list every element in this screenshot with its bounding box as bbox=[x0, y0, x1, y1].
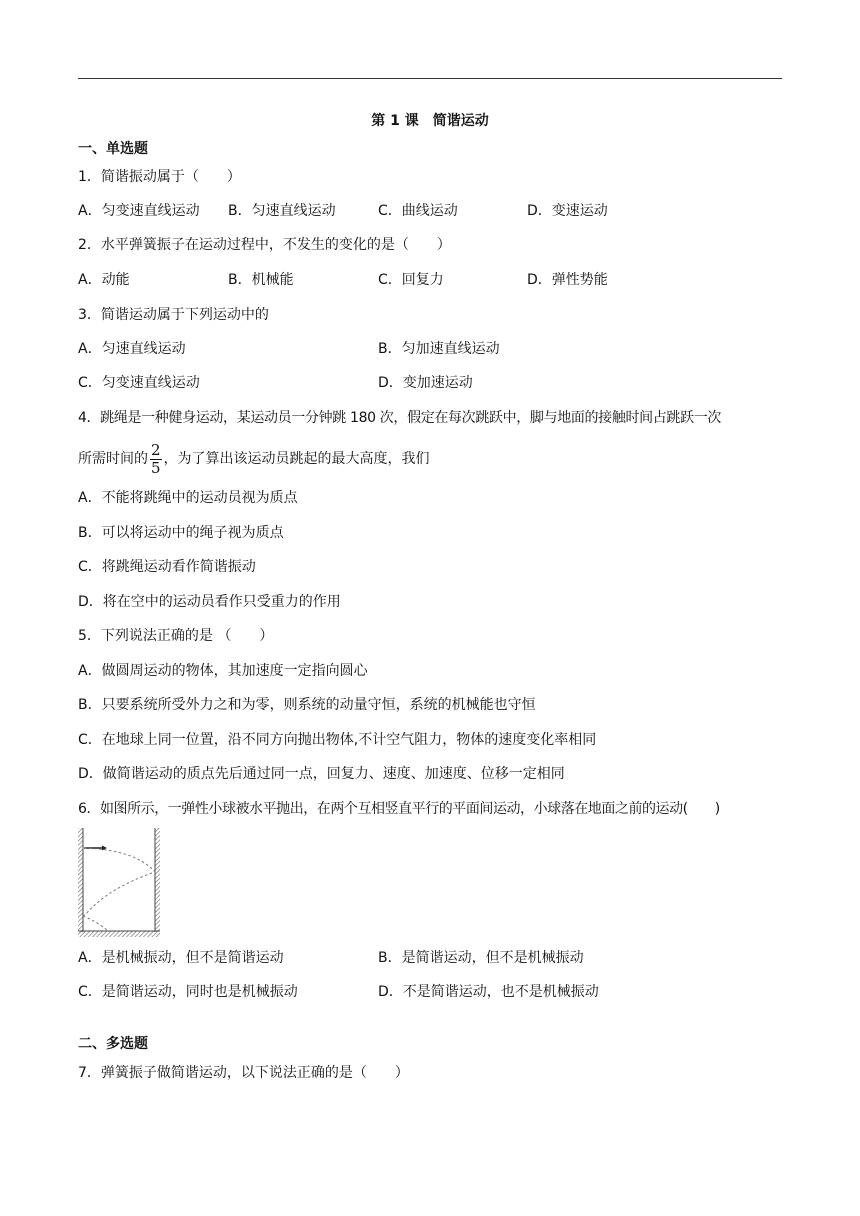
question-2-option-c: C．回复力 bbox=[378, 272, 444, 288]
question-6-option-c: C．是简谐运动，同时也是机械振动 bbox=[78, 984, 298, 1000]
question-2-option-d: D．弹性势能 bbox=[527, 272, 608, 288]
two-walls-bouncing-ball-figure bbox=[78, 828, 164, 944]
question-3-option-c: C．匀变速直线运动 bbox=[78, 375, 200, 391]
question-4-option-c: C．将跳绳运动看作简谐振动 bbox=[78, 559, 256, 575]
question-5-option-b: B．只要系统所受外力之和为零，则系统的动量守恒，系统的机械能也守恒 bbox=[78, 697, 536, 713]
question-2-option-a: A．动能 bbox=[78, 272, 130, 288]
question-3-option-a: A．匀速直线运动 bbox=[78, 341, 186, 357]
question-4-option-d: D．将在空中的运动员看作只受重力的作用 bbox=[78, 594, 341, 610]
page-title: 第 1 课 简谐运动 bbox=[371, 113, 489, 129]
question-4-stem-prefix: 所需时间的 bbox=[78, 451, 148, 467]
section-heading-single-choice: 一、单选题 bbox=[78, 141, 148, 157]
header-rule bbox=[78, 78, 782, 79]
question-4-stem-suffix: ，为了算出该运动员跳起的最大高度，我们 bbox=[163, 451, 430, 467]
trajectory-path bbox=[83, 848, 155, 916]
left-wall-hatch bbox=[78, 828, 83, 932]
question-5-option-c: C．在地球上同一位置，沿不同方向抛出物体,不计空气阻力，物体的速度变化率相同 bbox=[78, 732, 597, 748]
question-6-option-b: B．是简谐运动，但不是机械振动 bbox=[378, 950, 584, 966]
ground-hatch bbox=[78, 931, 160, 937]
question-1-option-c: C．曲线运动 bbox=[378, 203, 458, 219]
fraction-numerator: 2 bbox=[151, 440, 161, 459]
trajectory-path-end bbox=[83, 916, 108, 931]
question-2-stem: 2．水平弹簧振子在运动过程中，不发生的变化的是（ ） bbox=[78, 237, 451, 253]
question-4-stem-line-1: 4．跳绳是一种健身运动，某运动员一分钟跳 180 次，假定在每次跳跃中，脚与地面的接触时间占跳跃一次 bbox=[78, 410, 722, 426]
question-1-option-a: A．匀变速直线运动 bbox=[78, 203, 200, 219]
question-4-option-b: B．可以将运动中的绳子视为质点 bbox=[78, 525, 284, 541]
question-1-stem: 1．简谐振动属于（ ） bbox=[78, 169, 241, 185]
question-1-option-b: B．匀速直线运动 bbox=[228, 203, 336, 219]
question-6-option-a: A．是机械振动，但不是简谐运动 bbox=[78, 950, 284, 966]
question-5-option-d: D．做简谐运动的质点先后通过同一点，回复力、速度、加速度、位移一定相同 bbox=[78, 766, 565, 782]
right-wall-hatch bbox=[155, 828, 160, 932]
question-4-stem-line-2 bbox=[78, 440, 430, 478]
question-7-stem: 7．弹簧振子做简谐运动，以下说法正确的是（ ） bbox=[78, 1065, 409, 1081]
question-5-option-a: A．做圆周运动的物体，其加速度一定指向圆心 bbox=[78, 663, 368, 679]
question-3-option-b: B．匀加速直线运动 bbox=[378, 341, 500, 357]
figure-drawing bbox=[78, 828, 164, 940]
question-3-stem: 3．简谐运动属于下列运动中的 bbox=[78, 307, 269, 323]
question-6-option-d: D．不是简谐运动，也不是机械振动 bbox=[378, 984, 599, 1000]
question-1-option-d: D．变速运动 bbox=[527, 203, 608, 219]
section-heading-multiple-choice: 二、多选题 bbox=[78, 1036, 148, 1052]
question-6-stem: 6．如图所示，一弹性小球被水平抛出，在两个互相竖直平行的平面间运动，小球落在地面之前的运动( ) bbox=[78, 801, 720, 817]
question-2-option-b: B．机械能 bbox=[228, 272, 294, 288]
question-4-option-a: A．不能将跳绳中的运动员视为质点 bbox=[78, 490, 298, 506]
fraction-denominator: 5 bbox=[151, 458, 161, 477]
question-3-option-d: D．变加速运动 bbox=[378, 375, 473, 391]
fraction bbox=[150, 442, 162, 477]
question-5-stem: 5．下列说法正确的是 （ ） bbox=[78, 628, 274, 644]
